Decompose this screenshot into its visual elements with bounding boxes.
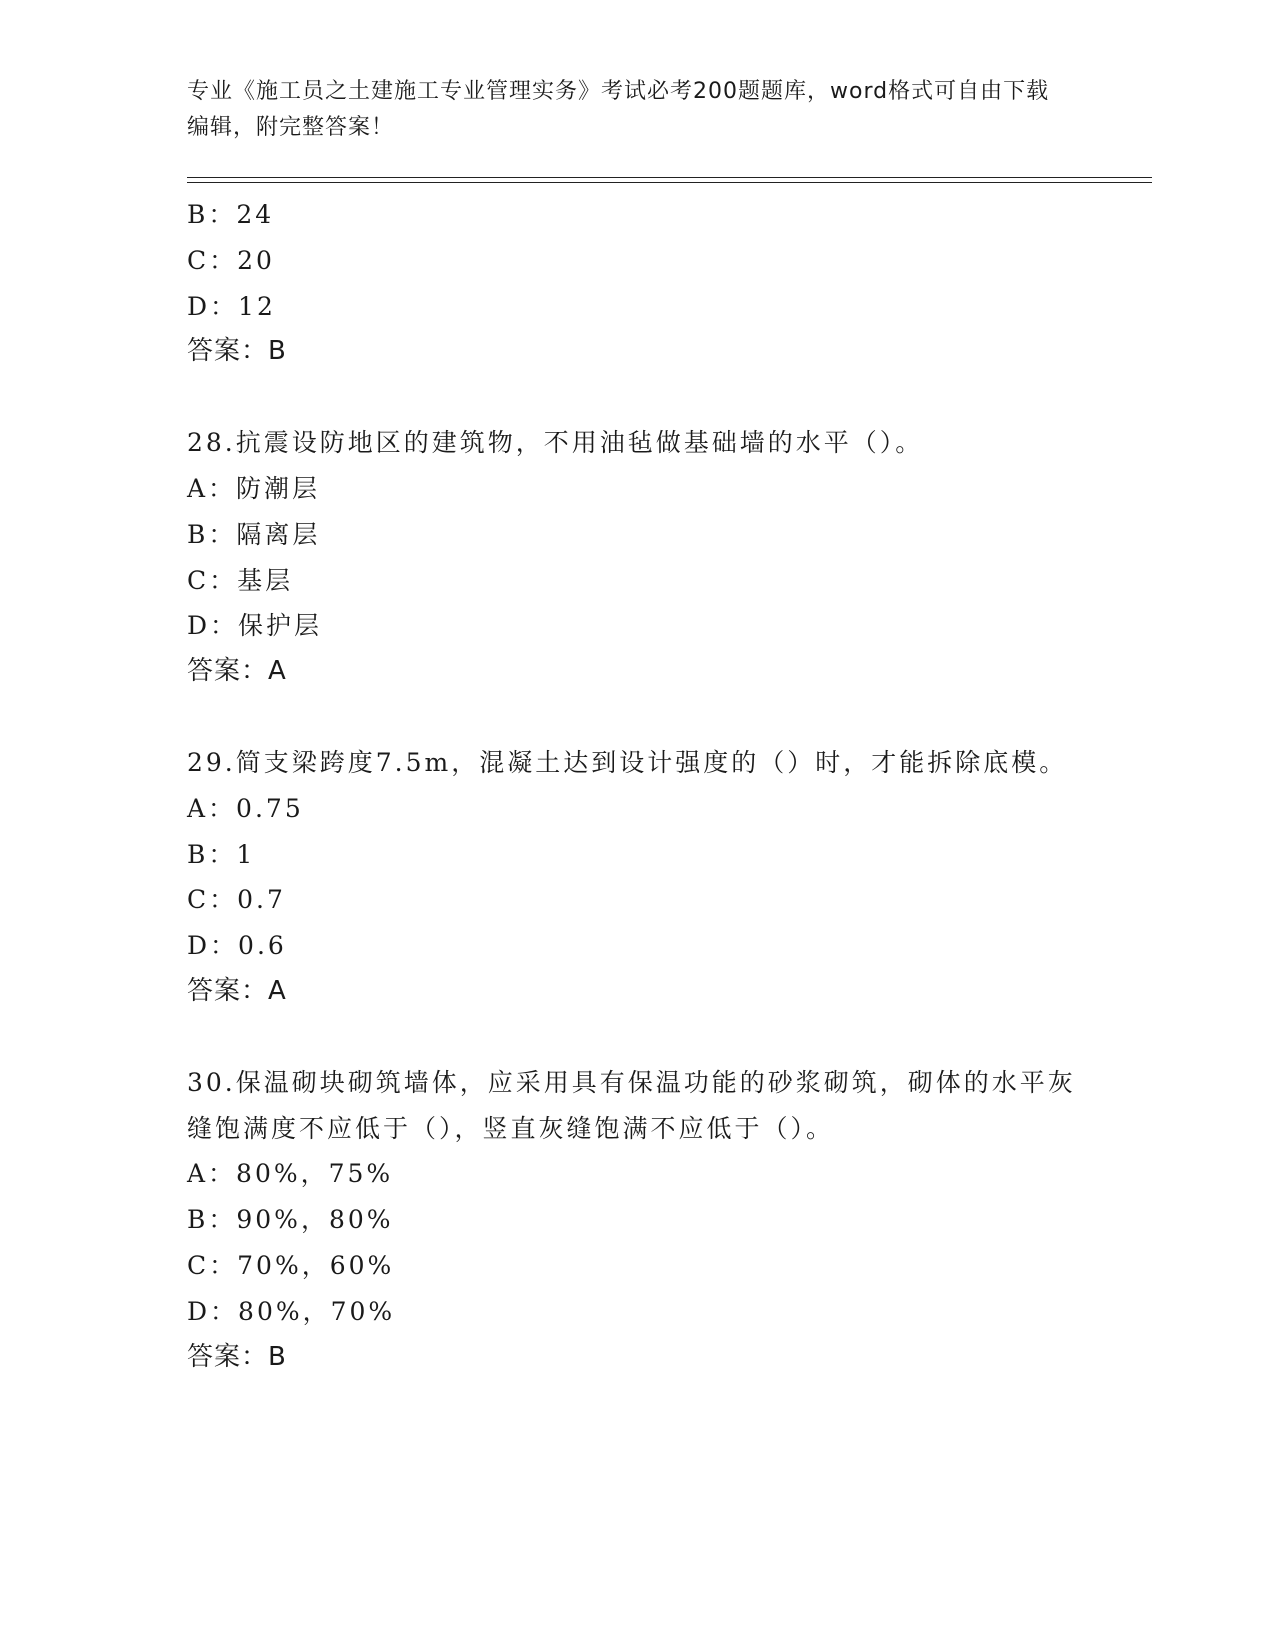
document-header: 专业《施工员之土建施工专业管理实务》考试必考200题题库，word格式可自由下载编辑，附完整答案！ bbox=[187, 79, 1050, 140]
option-c: C：0.7 bbox=[187, 885, 286, 915]
question-28 bbox=[187, 420, 1147, 695]
option-a: A：0.75 bbox=[187, 793, 304, 823]
option-d: D：12 bbox=[187, 291, 276, 321]
option-d: D：保护层 bbox=[187, 611, 323, 641]
option-b: B：24 bbox=[187, 200, 275, 229]
question-text: 28.抗震设防地区的建筑物，不用油毡做基础墙的水平（）。 bbox=[187, 428, 924, 458]
option-a: A：80%，75% bbox=[187, 1159, 394, 1189]
answer-line: 答案：B bbox=[187, 336, 287, 367]
question-content bbox=[187, 192, 1147, 1380]
option-b: B：90%，80% bbox=[187, 1205, 394, 1235]
header-rule-top bbox=[187, 177, 1152, 178]
answer-line: 答案：B bbox=[187, 1341, 287, 1372]
option-d: D：0.6 bbox=[187, 931, 287, 961]
question-text: 29.简支梁跨度7.5m，混凝土达到设计强度的（）时，才能拆除底模。 bbox=[187, 747, 1068, 777]
answer-line: 答案：A bbox=[187, 975, 287, 1006]
option-b: B：隔离层 bbox=[187, 519, 321, 549]
option-c: C：20 bbox=[187, 245, 275, 275]
question-30 bbox=[187, 1060, 1147, 1381]
option-d: D：80%，70% bbox=[187, 1296, 396, 1326]
answer-line: 答案：A bbox=[187, 656, 287, 687]
option-b: B：1 bbox=[187, 839, 256, 869]
option-c: C：70%，60% bbox=[187, 1250, 395, 1280]
option-c: C：基层 bbox=[187, 565, 294, 595]
question-text: 30.保温砌块砌筑墙体，应采用具有保温功能的砂浆砌筑，砌体的水平灰缝饱满度不应低于（），竖直灰缝饱满不应低于（）。 bbox=[187, 1067, 1076, 1143]
option-a: A：防潮层 bbox=[187, 473, 321, 503]
prev-question-block bbox=[187, 192, 1147, 375]
header-rule-bottom bbox=[187, 182, 1152, 183]
question-29 bbox=[187, 740, 1147, 1015]
